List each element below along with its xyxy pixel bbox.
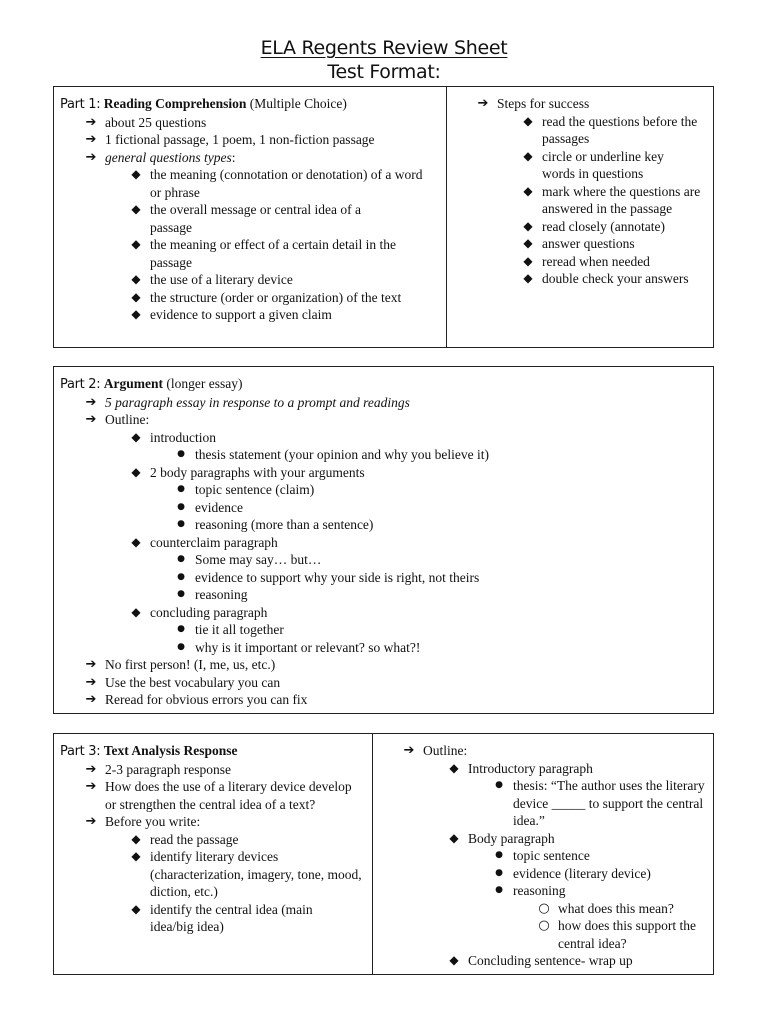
dot-bullet-icon: ● (177, 484, 185, 494)
list-item: ◆ introduction (54, 429, 713, 447)
dot-bullet-icon: ● (177, 449, 185, 459)
diamond-bullet-icon: ◆ (131, 167, 141, 181)
diamond-bullet-icon: ◆ (131, 202, 141, 216)
list-item: ◆ the meaning or effect of a certain detail in the passage (54, 236, 446, 271)
part1-header (54, 95, 446, 114)
diamond-bullet-icon: ◆ (131, 849, 141, 863)
list-item: ● tie it all together (54, 621, 713, 639)
part3-list (54, 761, 372, 936)
list-item: ● Some may say… but… (54, 551, 713, 569)
arrow-right-icon: ➔ (85, 412, 97, 427)
steps-label: Steps for success (497, 96, 590, 111)
dot-bullet-icon: ● (177, 519, 185, 529)
dot-bullet-icon: ● (177, 554, 185, 564)
arrow-right-icon: ➔ (85, 132, 97, 147)
list-item: ➔ 5 paragraph essay in response to a prompt and readings (54, 394, 713, 412)
part2-list (54, 394, 713, 709)
part1-heading-note: (Multiple Choice) (249, 96, 347, 111)
dot-bullet-icon: ● (177, 571, 185, 582)
list-item: ● evidence to support why your side is right, not theirs (54, 569, 713, 587)
arrow-right-icon: ➔ (403, 743, 415, 758)
list-item: ◆ identify literary devices (characterization, imagery, tone, mood, diction, etc.) (54, 848, 372, 901)
page-subtitle: Test Format: (327, 61, 441, 83)
diamond-bullet-icon: ◆ (449, 953, 459, 967)
list-item: ➔ Outline: (372, 742, 713, 760)
arrow-right-icon: ➔ (85, 779, 97, 794)
list-item: ◆ answer questions (446, 235, 713, 253)
diamond-bullet-icon: ◆ (131, 429, 141, 444)
page-title: ELA Regents Review Sheet (260, 37, 508, 59)
diamond-bullet-icon: ◆ (523, 253, 533, 268)
dot-bullet-icon: ● (177, 624, 185, 634)
part2-label: Part 2: (60, 377, 101, 392)
arrow-right-icon: ➔ (85, 657, 97, 672)
list-item: ◆ reread when needed (446, 253, 713, 271)
dot-bullet-icon: ● (495, 850, 503, 860)
arrow-right-icon: ➔ (85, 692, 97, 707)
diamond-bullet-icon: ◆ (523, 183, 533, 198)
list-item: ➔ Before you write: (54, 813, 372, 831)
list-item: ○ what does this mean? (372, 900, 713, 918)
list-item: ● evidence (literary device) (372, 865, 713, 883)
list-item: ◆ identify the central idea (main idea/big idea) (54, 901, 372, 936)
part3-outline-list (372, 742, 713, 970)
circle-bullet-icon: ○ (538, 918, 550, 933)
list-item: ◆ the structure (order or organization) of the text (54, 289, 446, 307)
diamond-bullet-icon: ◆ (131, 272, 141, 286)
list-item: ➔ 2-3 paragraph response (54, 761, 372, 779)
part3-header (54, 742, 372, 761)
list-item: ◆ circle or underline key words in questions (446, 148, 713, 183)
dot-bullet-icon: ● (177, 641, 185, 652)
list-item: ◆ Concluding sentence- wrap up (372, 952, 713, 970)
list-item: ◆ evidence to support a given claim (54, 306, 446, 324)
part1-list (54, 114, 446, 324)
diamond-bullet-icon: ◆ (449, 760, 459, 775)
dot-bullet-icon: ● (177, 501, 185, 512)
diamond-bullet-icon: ◆ (131, 831, 141, 846)
list-item: ● thesis statement (your opinion and why you believe it) (54, 446, 713, 464)
diamond-bullet-icon: ◆ (523, 113, 533, 128)
part1-right-column (446, 87, 713, 347)
part1-heading: Reading Comprehension (103, 96, 247, 111)
list-item: ● why is it important or relevant? so what?! (54, 639, 713, 657)
list-item: ➔ 1 fictional passage, 1 poem, 1 non-fiction passage (54, 131, 446, 149)
list-item: ● evidence (54, 499, 713, 517)
list-item: ➔ How does the use of a literary device develop or strengthen the central idea of a text? (54, 778, 372, 813)
diamond-bullet-icon: ◆ (523, 271, 533, 285)
part2-box (53, 366, 714, 714)
diamond-bullet-icon: ◆ (131, 289, 141, 304)
dot-bullet-icon: ● (495, 885, 503, 895)
list-item: ● reasoning (more than a sentence) (54, 516, 713, 534)
part3-box (53, 733, 714, 975)
list-item: ◆ Introductory paragraph (372, 760, 713, 778)
list-item: ● thesis: “The author uses the literary device _____ to support the central idea.” (372, 777, 713, 830)
list-item: ➔ Outline: (54, 411, 713, 429)
list-item: ● topic sentence (372, 847, 713, 865)
part1-box (53, 86, 714, 348)
part2-heading-note: (longer essay) (166, 376, 243, 391)
list-item: ◆ double check your answers (446, 270, 713, 288)
diamond-bullet-icon: ◆ (131, 604, 141, 619)
list-item: ➔ general questions types: (54, 149, 446, 167)
part2-header (54, 375, 713, 394)
part3-heading: Text Analysis Response (103, 743, 238, 758)
dot-bullet-icon: ● (495, 780, 503, 790)
part3-right-column (372, 734, 713, 974)
part2-heading: Argument (103, 376, 163, 391)
list-item: ◆ the overall message or central idea of a passage (54, 201, 446, 236)
part1-label: Part 1: (60, 97, 101, 112)
arrow-right-icon: ➔ (85, 761, 97, 777)
arrow-right-icon: ➔ (85, 149, 97, 165)
part3-left-column (54, 734, 373, 974)
diamond-bullet-icon: ◆ (131, 901, 141, 916)
part1-left-column (54, 87, 447, 347)
list-item: ◆ mark where the questions are answered in the passage (446, 183, 713, 218)
list-item: ● reasoning (372, 882, 713, 900)
arrow-right-icon: ➔ (85, 814, 97, 829)
list-item: ◆ Body paragraph (372, 830, 713, 848)
list-item: ➔ Reread for obvious errors you can fix (54, 691, 713, 709)
list-item: ◆ counterclaim paragraph (54, 534, 713, 552)
list-item: ◆ the use of a literary device (54, 271, 446, 289)
list-item: ◆ the meaning (connotation or denotation) of a word or phrase (54, 166, 446, 201)
list-item: ◆ read the passage (54, 831, 372, 849)
part3-label: Part 3: (60, 744, 101, 759)
steps-list (446, 95, 713, 288)
diamond-bullet-icon: ◆ (523, 218, 533, 233)
dot-bullet-icon: ● (495, 867, 503, 878)
arrow-right-icon: ➔ (85, 674, 97, 690)
diamond-bullet-icon: ◆ (131, 307, 141, 321)
list-item: ➔ No first person! (I, me, us, etc.) (54, 656, 713, 674)
list-item: ◆ read the questions before the passages (446, 113, 713, 148)
diamond-bullet-icon: ◆ (131, 237, 141, 251)
list-item: ● reasoning (54, 586, 713, 604)
arrow-right-icon: ➔ (85, 394, 97, 410)
diamond-bullet-icon: ◆ (523, 148, 533, 163)
list-item (446, 95, 713, 113)
diamond-bullet-icon: ◆ (523, 236, 533, 250)
list-item: ◆ concluding paragraph (54, 604, 713, 622)
list-item: ◆ read closely (annotate) (446, 218, 713, 236)
diamond-bullet-icon: ◆ (131, 534, 141, 549)
diamond-bullet-icon: ◆ (131, 464, 141, 479)
list-item: ➔ Use the best vocabulary you can (54, 674, 713, 692)
list-item: ○ how does this support the central idea? (372, 917, 713, 952)
list-item: ◆ 2 body paragraphs with your arguments (54, 464, 713, 482)
circle-bullet-icon: ○ (538, 900, 550, 916)
diamond-bullet-icon: ◆ (449, 830, 459, 845)
list-item: ● topic sentence (claim) (54, 481, 713, 499)
arrow-right-icon: ➔ (477, 96, 489, 111)
question-types-label: general questions types (105, 149, 232, 165)
list-item: ➔ about 25 questions (54, 114, 446, 132)
arrow-right-icon: ➔ (85, 114, 97, 130)
dot-bullet-icon: ● (177, 589, 185, 599)
